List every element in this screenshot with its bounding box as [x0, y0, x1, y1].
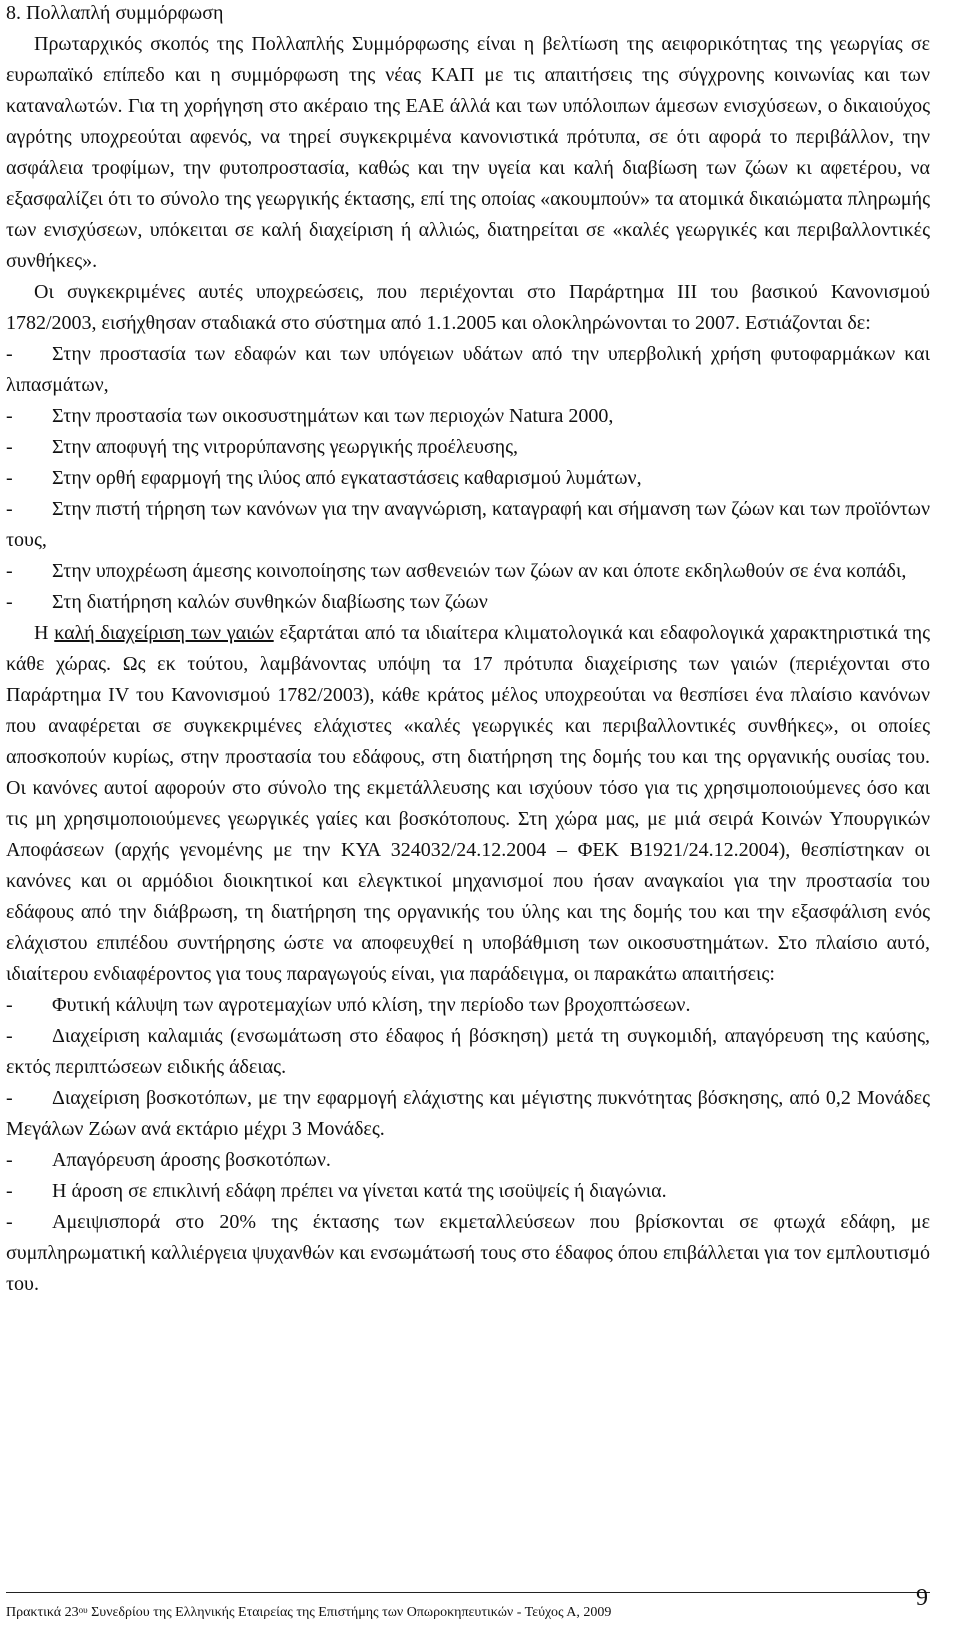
dash-marker: - — [6, 994, 13, 1016]
dash-marker: - — [6, 467, 13, 489]
list-item: - Στην προστασία των οικοσυστημάτων και των περιοχών Natura 2000, — [6, 401, 930, 432]
dash-marker: - — [6, 591, 13, 613]
dash-marker: - — [6, 343, 13, 365]
list-item: - Στη διατήρηση καλών συνθηκών διαβίωσης των ζώων — [6, 587, 930, 618]
obligations-list — [6, 339, 930, 618]
footer-citation: Πρακτικά $23^{o\upsilon}$ Συνεδρίου της Ελληνικής Εταιρείας της Επιστήμης των Οπωροκηπευτικών - Τεύχος Α, 2009 — [6, 1605, 612, 1620]
dash-marker: - — [6, 1025, 13, 1047]
dash-marker: - — [6, 1180, 13, 1202]
list-item: - Απαγόρευση άροσης βοσκοτόπων. — [6, 1145, 930, 1176]
dash-marker: - — [6, 436, 13, 458]
dash-marker: - — [6, 1149, 13, 1171]
requirements-list — [6, 990, 930, 1300]
paragraph-intro: Πρωταρχικός σκοπός της Πολλαπλής Συμμόρφωσης είναι η βελτίωση της αειφορικότητας της γεωργίας σε ευρωπαϊκό επίπεδο και η συμμόρφωση της νέας ΚΑΠ με τις απαιτήσεις της σύγχρονης κοινωνίας και των καταναλωτών. Για τη χορήγηση στο ακέραιο της ΕΑΕ άλλά και των υπόλοιπων άμεσων ενισχύσεων, ο δικαιούχος αγρότης υποχρεούται αφενός, να τηρεί συγκεκριμένα κανονιστικά πρότυπα, σε ότι αφορά το περιβάλλον, την ασφάλεια τροφίμων, την φυτοπροστασία, καθώς και την υγεία και καλή διαβίωση των ζώων κι αφετέρου, να εξασφαλίζει ότι το σύνολο της γεωργικής έκτασης, επί της οποίας «ακουμπούν» τα ατομικά δικαιώματα πληρωμής των ενισχύσεων, υπόκειται σε καλή διαχείριση ή αλλιώς, διατηρείται σε «καλές γεωργικές και περιβαλλοντικές συνθήκες». — [6, 33, 930, 272]
dash-marker: - — [6, 498, 13, 520]
list-item: - Στην πιστή τήρηση των κανόνων για την αναγνώριση, καταγραφή και σήμανση των ζώων και των προϊόντων τους, — [6, 494, 930, 556]
section-heading: 8. Πολλαπλή συμμόρφωση — [6, 2, 224, 24]
list-item: - Στην ορθή εφαρμογή της ιλύος από εγκαταστάσεις καθαρισμού λυμάτων, — [6, 463, 930, 494]
dash-marker: - — [6, 1211, 13, 1233]
paragraph-obligations: Οι συγκεκριμένες αυτές υποχρεώσεις, που περιέχονται στο Παράρτημα ΙΙΙ του βασικού Κανονισμού 1782/2003, εισήχθησαν σταδιακά στο σύστημα από 1.1.2005 και ολοκληρώνονται το 2007. Εστιάζονται δε: — [6, 281, 930, 334]
dash-marker: - — [6, 405, 13, 427]
underlined-term: καλή διαχείριση των γαιών — [54, 622, 274, 644]
paragraph-land-management: Η καλή διαχείριση των γαιών εξαρτάται από τα ιδιαίτερα κλιματολογικά και εδαφολογικά χαρακτηριστικά της κάθε χώρας. Ως εκ τούτου, λαμβάνοντας υπόψη τα 17 πρότυπα διαχείρισης των γαιών (περιέχονται στο Παράρτημα IV του Κανονισμού 1782/2003), κάθε κράτος μέλος υποχρεούται να θεσπίσει ένα πλαίσιο κανόνων που αναφέρεται σε συγκεκριμένες ελάχιστες «καλές γεωργικές και περιβαλλοντικές συνθήκες», οι οποίες αποσκοπούν κυρίως, στην προστασία του εδάφους, στη διατήρηση της δομής του και της οργανικής ουσίας του. Οι κανόνες αυτοί αφορούν στο σύνολο της εκμετάλλευσης και ισχύουν τόσο για τις χρησιμοποιούμενες όσο και τις μη χρησιμοποιούμενες γεωργικές γαίες και βοσκότοπους. Στη χώρα μας, με μιά σειρά Κοινών Υπουργικών Αποφάσεων (αρχής γενομένης με την ΚΥΑ 324032/24.12.2004 – ΦΕΚ Β1921/24.12.2004), θεσπίστηκαν οι κανόνες και οι αρμόδιοι διοικητικοί και ελεγκτικοί μηχανισμοί που ήσαν αναγκαίοι για την προστασία του εδάφους από την διάβρωση, τη διατήρηση της οργανικής του ύλης και της δομής του και την εξασφάλιση ενός ελάχιστου επιπέδου συντήρησης ώστε να αποφευχθεί η υποβάθμιση των οικοσυστημάτων. Στο πλαίσιο αυτό, ιδιαίτερου ενδιαφέροντος για τους παραγωγούς είναι, για παράδειγμα, οι παρακάτω απαιτήσεις: — [6, 622, 930, 985]
list-item: - Φυτική κάλυψη των αγροτεμαχίων υπό κλίση, την περίοδο των βροχοπτώσεων. — [6, 990, 930, 1021]
document-body — [6, 0, 930, 1300]
list-item: - Στην προστασία των εδαφών και των υπόγειων υδάτων από την υπερβολική χρήση φυτοφαρμάκων και λιπασμάτων, — [6, 339, 930, 401]
list-item: - Διαχείριση βοσκοτόπων, με την εφαρμογή ελάχιστης και μέγιστης πυκνότητας βόσκησης, από 0,2 Μονάδες Μεγάλων Ζώων ανά εκτάριο μέχρι 3 Μονάδες. — [6, 1083, 930, 1145]
list-item: - Αμειψισπορά στο 20% της έκτασης των εκμεταλλεύσεων που βρίσκονται σε φτωχά εδάφη, με συμπληρωματική καλλιέργεια ψυχανθών και ενσωμάτωσή τους στο έδαφος όπου επιβάλλεται για τον εμπλουτισμό του. — [6, 1207, 930, 1300]
list-item: - Η άροση σε επικλινή εδάφη πρέπει να γίνεται κατά της ισοϋψείς ή διαγώνια. — [6, 1176, 930, 1207]
list-item: - Διαχείριση καλαμιάς (ενσωμάτωση στο έδαφος ή βόσκηση) μετά τη συγκομιδή, απαγόρευση της καύσης, εκτός περιπτώσεων ειδικής άδειας. — [6, 1021, 930, 1083]
footer-superscript: ου — [78, 1605, 88, 1615]
page-footer — [6, 1585, 930, 1620]
list-item: - Στην υποχρέωση άμεσης κοινοποίησης των ασθενειών των ζώων αν και όποτε εκδηλωθούν σε ένα κοπάδι, — [6, 556, 930, 587]
dash-marker: - — [6, 560, 13, 582]
dash-marker: - — [6, 1087, 13, 1109]
page-number: 9 — [916, 1585, 928, 1611]
list-item: - Στην αποφυγή της νιτρορύπανσης γεωργικής προέλευσης, — [6, 432, 930, 463]
